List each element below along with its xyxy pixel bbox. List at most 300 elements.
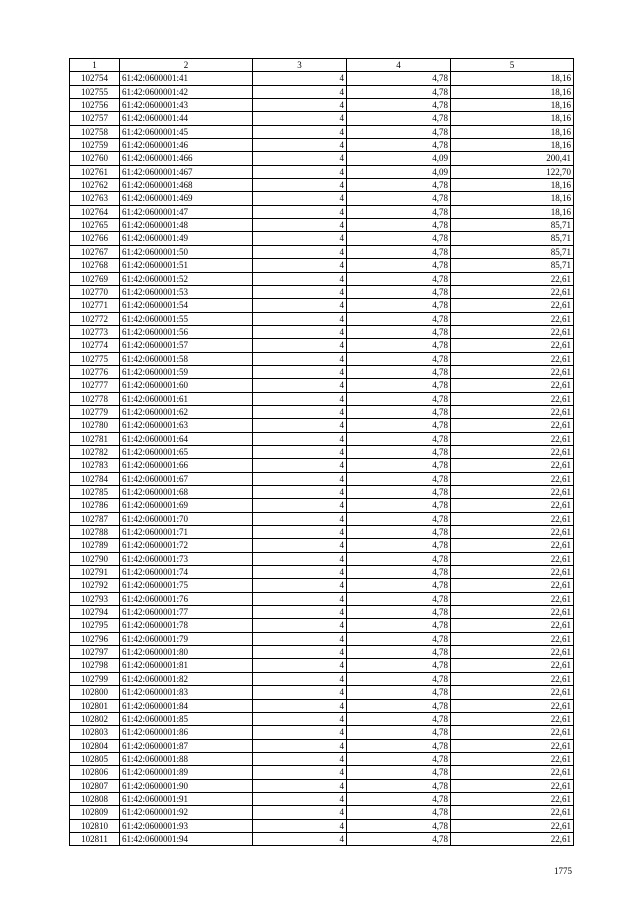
row-number-cell: 102771 (70, 299, 120, 312)
row-number-cell: 102788 (70, 526, 120, 539)
row-number-cell: 102800 (70, 686, 120, 699)
row-number-cell: 102780 (70, 419, 120, 432)
row-number-cell: 102760 (70, 152, 120, 165)
cadastral-number-cell: 61:42:0600001:64 (120, 432, 253, 445)
cadastral-value-cell: 22,61 (451, 766, 574, 779)
cadastral-number-cell: 61:42:0600001:78 (120, 619, 253, 632)
row-number-cell: 102766 (70, 232, 120, 245)
specific-value-cell: 4,78 (347, 99, 451, 112)
specific-value-cell: 4,78 (347, 139, 451, 152)
group-cell: 4 (253, 245, 347, 258)
cadastral-number-cell: 61:42:0600001:84 (120, 699, 253, 712)
group-cell: 4 (253, 272, 347, 285)
specific-value-cell: 4,78 (347, 272, 451, 285)
specific-value-cell: 4,78 (347, 632, 451, 645)
table-row (70, 752, 574, 765)
row-number-cell: 102798 (70, 659, 120, 672)
table-row (70, 606, 574, 619)
row-number-cell: 102808 (70, 792, 120, 805)
row-number-cell: 102768 (70, 259, 120, 272)
cadastral-number-cell: 61:42:0600001:73 (120, 552, 253, 565)
cadastral-value-cell: 85,71 (451, 232, 574, 245)
table-row (70, 272, 574, 285)
cadastral-value-cell: 22,61 (451, 499, 574, 512)
table-row (70, 726, 574, 739)
group-cell: 4 (253, 125, 347, 138)
group-cell: 4 (253, 379, 347, 392)
table-row (70, 232, 574, 245)
cadastral-number-cell: 61:42:0600001:46 (120, 139, 253, 152)
specific-value-cell: 4,78 (347, 459, 451, 472)
cadastral-value-cell: 18,16 (451, 99, 574, 112)
group-cell: 4 (253, 552, 347, 565)
cadastral-value-cell: 22,61 (451, 285, 574, 298)
table-row (70, 99, 574, 112)
table-body (70, 72, 574, 846)
group-cell: 4 (253, 619, 347, 632)
cadastral-value-cell: 22,61 (451, 779, 574, 792)
specific-value-cell: 4,78 (347, 526, 451, 539)
cadastral-value-cell: 22,61 (451, 806, 574, 819)
row-number-cell: 102795 (70, 619, 120, 632)
specific-value-cell: 4,78 (347, 726, 451, 739)
specific-value-cell: 4,78 (347, 405, 451, 418)
table-row (70, 445, 574, 458)
cadastral-value-cell: 22,61 (451, 299, 574, 312)
group-cell: 4 (253, 499, 347, 512)
specific-value-cell: 4,78 (347, 85, 451, 98)
cadastral-number-cell: 61:42:0600001:66 (120, 459, 253, 472)
row-number-cell: 102779 (70, 405, 120, 418)
cadastral-number-cell: 61:42:0600001:75 (120, 579, 253, 592)
specific-value-cell: 4,78 (347, 219, 451, 232)
table-row (70, 486, 574, 499)
specific-value-cell: 4,78 (347, 339, 451, 352)
table-row (70, 552, 574, 565)
group-cell: 4 (253, 592, 347, 605)
group-cell: 4 (253, 659, 347, 672)
cadastral-value-cell: 22,61 (451, 459, 574, 472)
specific-value-cell: 4,78 (347, 472, 451, 485)
group-cell: 4 (253, 325, 347, 338)
table-row (70, 392, 574, 405)
row-number-cell: 102770 (70, 285, 120, 298)
specific-value-cell: 4,78 (347, 712, 451, 725)
cadastral-value-cell: 22,61 (451, 379, 574, 392)
table-row (70, 432, 574, 445)
row-number-cell: 102782 (70, 445, 120, 458)
cadastral-number-cell: 61:42:0600001:81 (120, 659, 253, 672)
row-number-cell: 102792 (70, 579, 120, 592)
cadastral-value-cell: 22,61 (451, 672, 574, 685)
cadastral-number-cell: 61:42:0600001:60 (120, 379, 253, 392)
row-number-cell: 102755 (70, 85, 120, 98)
cadastral-number-cell: 61:42:0600001:85 (120, 712, 253, 725)
table-row (70, 819, 574, 832)
table-row (70, 539, 574, 552)
group-cell: 4 (253, 432, 347, 445)
group-cell: 4 (253, 179, 347, 192)
specific-value-cell: 4,09 (347, 165, 451, 178)
cadastral-number-cell: 61:42:0600001:56 (120, 325, 253, 338)
group-cell: 4 (253, 419, 347, 432)
table-row (70, 72, 574, 85)
column-header-1: 1 (70, 59, 120, 72)
group-cell: 4 (253, 606, 347, 619)
row-number-cell: 102809 (70, 806, 120, 819)
table-row (70, 259, 574, 272)
cadastral-number-cell: 61:42:0600001:91 (120, 792, 253, 805)
specific-value-cell: 4,78 (347, 792, 451, 805)
group-cell: 4 (253, 779, 347, 792)
cadastral-number-cell: 61:42:0600001:57 (120, 339, 253, 352)
cadastral-number-cell: 61:42:0600001:93 (120, 819, 253, 832)
cadastral-number-cell: 61:42:0600001:77 (120, 606, 253, 619)
row-number-cell: 102797 (70, 646, 120, 659)
cadastral-number-cell: 61:42:0600001:467 (120, 165, 253, 178)
specific-value-cell: 4,78 (347, 445, 451, 458)
group-cell: 4 (253, 405, 347, 418)
table-row (70, 312, 574, 325)
specific-value-cell: 4,78 (347, 606, 451, 619)
group-cell: 4 (253, 686, 347, 699)
specific-value-cell: 4,78 (347, 392, 451, 405)
specific-value-cell: 4,78 (347, 299, 451, 312)
row-number-cell: 102799 (70, 672, 120, 685)
group-cell: 4 (253, 579, 347, 592)
table-row (70, 325, 574, 338)
specific-value-cell: 4,78 (347, 752, 451, 765)
cadastral-number-cell: 61:42:0600001:54 (120, 299, 253, 312)
specific-value-cell: 4,78 (347, 646, 451, 659)
row-number-cell: 102804 (70, 739, 120, 752)
cadastral-number-cell: 61:42:0600001:89 (120, 766, 253, 779)
cadastral-value-cell: 22,61 (451, 405, 574, 418)
cadastral-value-cell: 22,61 (451, 686, 574, 699)
group-cell: 4 (253, 539, 347, 552)
table-row (70, 85, 574, 98)
cadastral-value-cell: 22,61 (451, 486, 574, 499)
cadastral-number-cell: 61:42:0600001:47 (120, 205, 253, 218)
row-number-cell: 102763 (70, 192, 120, 205)
row-number-cell: 102786 (70, 499, 120, 512)
cadastral-value-cell: 200,41 (451, 152, 574, 165)
cadastral-number-cell: 61:42:0600001:55 (120, 312, 253, 325)
row-number-cell: 102769 (70, 272, 120, 285)
group-cell: 4 (253, 312, 347, 325)
cadastral-number-cell: 61:42:0600001:50 (120, 245, 253, 258)
specific-value-cell: 4,78 (347, 72, 451, 85)
cadastral-number-cell: 61:42:0600001:88 (120, 752, 253, 765)
row-number-cell: 102783 (70, 459, 120, 472)
table-row (70, 646, 574, 659)
specific-value-cell: 4,78 (347, 419, 451, 432)
specific-value-cell: 4,78 (347, 312, 451, 325)
cadastral-number-cell: 61:42:0600001:65 (120, 445, 253, 458)
cadastral-value-cell: 18,16 (451, 85, 574, 98)
cadastral-number-cell: 61:42:0600001:71 (120, 526, 253, 539)
cadastral-value-cell: 18,16 (451, 112, 574, 125)
group-cell: 4 (253, 392, 347, 405)
specific-value-cell: 4,78 (347, 232, 451, 245)
specific-value-cell: 4,78 (347, 619, 451, 632)
table-row (70, 152, 574, 165)
specific-value-cell: 4,78 (347, 699, 451, 712)
cadastral-number-cell: 61:42:0600001:466 (120, 152, 253, 165)
table-row (70, 499, 574, 512)
group-cell: 4 (253, 806, 347, 819)
row-number-cell: 102764 (70, 205, 120, 218)
table-row (70, 379, 574, 392)
specific-value-cell: 4,78 (347, 325, 451, 338)
specific-value-cell: 4,78 (347, 739, 451, 752)
table-row (70, 192, 574, 205)
group-cell: 4 (253, 152, 347, 165)
cadastral-value-cell: 18,16 (451, 125, 574, 138)
cadastral-value-cell: 85,71 (451, 259, 574, 272)
cadastral-value-cell: 22,61 (451, 832, 574, 845)
group-cell: 4 (253, 165, 347, 178)
group-cell: 4 (253, 459, 347, 472)
specific-value-cell: 4,78 (347, 285, 451, 298)
cadastral-value-table (69, 58, 574, 846)
table-row (70, 672, 574, 685)
cadastral-number-cell: 61:42:0600001:468 (120, 179, 253, 192)
cadastral-value-cell: 85,71 (451, 219, 574, 232)
row-number-cell: 102790 (70, 552, 120, 565)
cadastral-number-cell: 61:42:0600001:63 (120, 419, 253, 432)
specific-value-cell: 4,78 (347, 432, 451, 445)
group-cell: 4 (253, 85, 347, 98)
row-number-cell: 102806 (70, 766, 120, 779)
cadastral-value-cell: 22,61 (451, 566, 574, 579)
cadastral-value-cell: 22,61 (451, 579, 574, 592)
group-cell: 4 (253, 365, 347, 378)
group-cell: 4 (253, 72, 347, 85)
row-number-cell: 102794 (70, 606, 120, 619)
table-row (70, 686, 574, 699)
cadastral-number-cell: 61:42:0600001:43 (120, 99, 253, 112)
cadastral-number-cell: 61:42:0600001:87 (120, 739, 253, 752)
specific-value-cell: 4,78 (347, 112, 451, 125)
specific-value-cell: 4,78 (347, 766, 451, 779)
page-number: 1775 (554, 866, 572, 876)
specific-value-cell: 4,78 (347, 205, 451, 218)
table-row (70, 579, 574, 592)
specific-value-cell: 4,78 (347, 499, 451, 512)
specific-value-cell: 4,78 (347, 592, 451, 605)
cadastral-value-cell: 22,61 (451, 432, 574, 445)
cadastral-number-cell: 61:42:0600001:68 (120, 486, 253, 499)
row-number-cell: 102787 (70, 512, 120, 525)
row-number-cell: 102759 (70, 139, 120, 152)
table-row (70, 766, 574, 779)
specific-value-cell: 4,78 (347, 806, 451, 819)
group-cell: 4 (253, 566, 347, 579)
group-cell: 4 (253, 299, 347, 312)
group-cell: 4 (253, 445, 347, 458)
specific-value-cell: 4,78 (347, 512, 451, 525)
group-cell: 4 (253, 646, 347, 659)
group-cell: 4 (253, 699, 347, 712)
row-number-cell: 102776 (70, 365, 120, 378)
specific-value-cell: 4,78 (347, 352, 451, 365)
cadastral-number-cell: 61:42:0600001:51 (120, 259, 253, 272)
table-row (70, 139, 574, 152)
cadastral-number-cell: 61:42:0600001:69 (120, 499, 253, 512)
cadastral-value-cell: 22,61 (451, 365, 574, 378)
cadastral-number-cell: 61:42:0600001:53 (120, 285, 253, 298)
group-cell: 4 (253, 205, 347, 218)
cadastral-value-cell: 18,16 (451, 179, 574, 192)
row-number-cell: 102785 (70, 486, 120, 499)
group-cell: 4 (253, 472, 347, 485)
cadastral-value-cell: 22,61 (451, 699, 574, 712)
row-number-cell: 102756 (70, 99, 120, 112)
row-number-cell: 102793 (70, 592, 120, 605)
specific-value-cell: 4,78 (347, 779, 451, 792)
cadastral-value-cell: 22,61 (451, 659, 574, 672)
cadastral-value-cell: 22,61 (451, 646, 574, 659)
row-number-cell: 102807 (70, 779, 120, 792)
group-cell: 4 (253, 285, 347, 298)
group-cell: 4 (253, 112, 347, 125)
specific-value-cell: 4,78 (347, 486, 451, 499)
cadastral-number-cell: 61:42:0600001:70 (120, 512, 253, 525)
column-header-3: 3 (253, 59, 347, 72)
row-number-cell: 102784 (70, 472, 120, 485)
cadastral-number-cell: 61:42:0600001:49 (120, 232, 253, 245)
cadastral-number-cell: 61:42:0600001:45 (120, 125, 253, 138)
cadastral-value-cell: 22,61 (451, 619, 574, 632)
specific-value-cell: 4,78 (347, 365, 451, 378)
cadastral-value-cell: 22,61 (451, 512, 574, 525)
row-number-cell: 102767 (70, 245, 120, 258)
cadastral-value-cell: 18,16 (451, 72, 574, 85)
group-cell: 4 (253, 819, 347, 832)
cadastral-value-cell: 22,61 (451, 632, 574, 645)
cadastral-number-cell: 61:42:0600001:67 (120, 472, 253, 485)
row-number-cell: 102803 (70, 726, 120, 739)
cadastral-value-cell: 18,16 (451, 205, 574, 218)
group-cell: 4 (253, 632, 347, 645)
row-number-cell: 102761 (70, 165, 120, 178)
cadastral-number-cell: 61:42:0600001:62 (120, 405, 253, 418)
table-row (70, 125, 574, 138)
table-row (70, 712, 574, 725)
cadastral-number-cell: 61:42:0600001:80 (120, 646, 253, 659)
group-cell: 4 (253, 352, 347, 365)
column-header-4: 4 (347, 59, 451, 72)
group-cell: 4 (253, 486, 347, 499)
table-row (70, 792, 574, 805)
table-row (70, 566, 574, 579)
cadastral-number-cell: 61:42:0600001:74 (120, 566, 253, 579)
cadastral-value-cell: 22,61 (451, 592, 574, 605)
table-row (70, 179, 574, 192)
cadastral-value-cell: 22,61 (451, 445, 574, 458)
specific-value-cell: 4,78 (347, 686, 451, 699)
group-cell: 4 (253, 712, 347, 725)
specific-value-cell: 4,78 (347, 832, 451, 845)
cadastral-value-cell: 22,61 (451, 392, 574, 405)
group-cell: 4 (253, 259, 347, 272)
cadastral-value-cell: 22,61 (451, 472, 574, 485)
group-cell: 4 (253, 512, 347, 525)
cadastral-value-cell: 22,61 (451, 712, 574, 725)
table-row (70, 526, 574, 539)
cadastral-number-cell: 61:42:0600001:83 (120, 686, 253, 699)
cadastral-value-cell: 22,61 (451, 552, 574, 565)
specific-value-cell: 4,78 (347, 672, 451, 685)
cadastral-value-cell: 122,70 (451, 165, 574, 178)
group-cell: 4 (253, 672, 347, 685)
cadastral-number-cell: 61:42:0600001:79 (120, 632, 253, 645)
cadastral-number-cell: 61:42:0600001:58 (120, 352, 253, 365)
group-cell: 4 (253, 219, 347, 232)
table-row (70, 419, 574, 432)
table-row (70, 699, 574, 712)
row-number-cell: 102773 (70, 325, 120, 338)
row-number-cell: 102757 (70, 112, 120, 125)
group-cell: 4 (253, 832, 347, 845)
cadastral-number-cell: 61:42:0600001:92 (120, 806, 253, 819)
table-row (70, 205, 574, 218)
row-number-cell: 102805 (70, 752, 120, 765)
cadastral-value-cell: 22,61 (451, 526, 574, 539)
row-number-cell: 102789 (70, 539, 120, 552)
table-row (70, 165, 574, 178)
group-cell: 4 (253, 792, 347, 805)
cadastral-number-cell: 61:42:0600001:90 (120, 779, 253, 792)
column-header-2: 2 (120, 59, 253, 72)
cadastral-value-cell: 85,71 (451, 245, 574, 258)
specific-value-cell: 4,78 (347, 192, 451, 205)
table-row (70, 832, 574, 845)
table-row (70, 285, 574, 298)
table-row (70, 512, 574, 525)
row-number-cell: 102802 (70, 712, 120, 725)
cadastral-value-cell: 22,61 (451, 726, 574, 739)
row-number-cell: 102811 (70, 832, 120, 845)
row-number-cell: 102801 (70, 699, 120, 712)
group-cell: 4 (253, 192, 347, 205)
cadastral-number-cell: 61:42:0600001:61 (120, 392, 253, 405)
row-number-cell: 102754 (70, 72, 120, 85)
specific-value-cell: 4,78 (347, 259, 451, 272)
row-number-cell: 102791 (70, 566, 120, 579)
row-number-cell: 102758 (70, 125, 120, 138)
specific-value-cell: 4,78 (347, 566, 451, 579)
cadastral-value-cell: 22,61 (451, 752, 574, 765)
cadastral-value-cell: 18,16 (451, 192, 574, 205)
cadastral-value-cell: 22,61 (451, 352, 574, 365)
specific-value-cell: 4,78 (347, 659, 451, 672)
specific-value-cell: 4,78 (347, 245, 451, 258)
cadastral-number-cell: 61:42:0600001:59 (120, 365, 253, 378)
group-cell: 4 (253, 752, 347, 765)
group-cell: 4 (253, 739, 347, 752)
specific-value-cell: 4,78 (347, 539, 451, 552)
row-number-cell: 102781 (70, 432, 120, 445)
cadastral-value-cell: 22,61 (451, 419, 574, 432)
cadastral-number-cell: 61:42:0600001:469 (120, 192, 253, 205)
specific-value-cell: 4,78 (347, 819, 451, 832)
cadastral-number-cell: 61:42:0600001:41 (120, 72, 253, 85)
cadastral-number-cell: 61:42:0600001:42 (120, 85, 253, 98)
table-row (70, 219, 574, 232)
cadastral-value-cell: 22,61 (451, 325, 574, 338)
